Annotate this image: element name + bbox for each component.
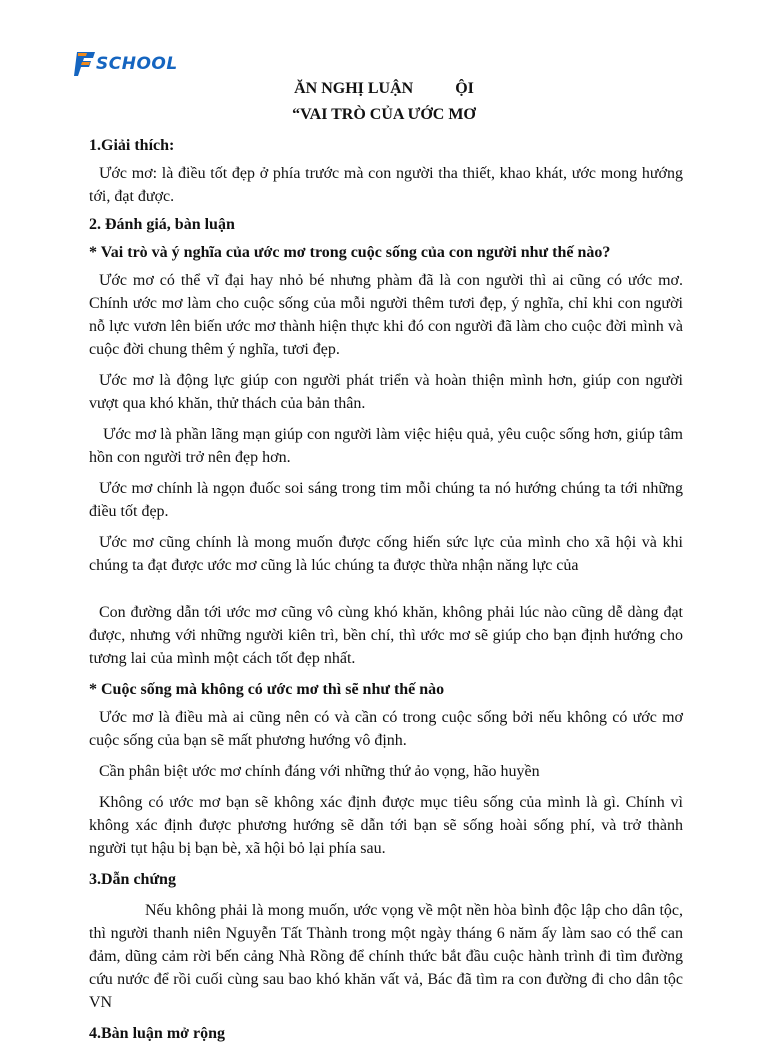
paragraph: Ước mơ: là điều tốt đẹp ở phía trước mà con người tha thiết, khao khát, ước mong hướng tới, đạt được.	[89, 165, 683, 205]
title-part-a: ĂN NGHỊ LUẬN	[294, 80, 414, 97]
title-part-b: ỘI	[455, 80, 474, 97]
brand-logo	[74, 48, 178, 80]
f-logo-icon	[74, 50, 96, 78]
paragraph: Không có ước mơ bạn sẽ không xác định được mục tiêu sống của mình là gì. Chính vì không xác định được phương hướng sẽ dẫn tới bạn sẽ sống hoài sống phí, và trở thành người tụt hậu bị bạn bè, xã hội bỏ lại phía sau.	[89, 794, 683, 857]
paragraph: Ước mơ là phần lãng mạn giúp con người làm việc hiệu quả, yêu cuộc sống hơn, giúp tâm hồn con người trở nên đẹp hơn.	[89, 426, 683, 466]
paragraph: Con đường dẫn tới ước mơ cũng vô cùng khó khăn, không phải lúc nào cũng dễ dàng đạt được, nhưng với những người kiên trì, bền chí, thì ước mơ sẽ giúp cho bạn định hướng cho tương lai của mình một cách tốt đẹp nhất.	[89, 604, 683, 667]
section-4-heading: 4.Bàn luận mở rộng	[89, 1025, 225, 1042]
paragraph: Ước mơ là động lực giúp con người phát triển và hoàn thiện mình hơn, giúp con người vượt qua khó khăn, thử thách của bản thân.	[89, 372, 683, 412]
subheading-without-dreams: * Cuộc sống mà không có ước mơ thì sẽ như thế nào	[89, 681, 445, 698]
paragraph: Ước mơ có thể vĩ đại hay nhỏ bé nhưng phàm đã là con người thì ai cũng có ước mơ. Chính ước mơ làm cho cuộc sống của mỗi người thêm tươi đẹp, ý nghĩa, chỉ khi con người nỗ lực vươn lên biến ước mơ thành hiện thực khi đó con người đã làm cho cuộc đời mình và cuộc đời chung thêm ý nghĩa, tươi đẹp.	[89, 272, 683, 358]
paragraph: Ước mơ cũng chính là mong muốn được cống hiến sức lực của mình cho xã hội và khi chúng ta đạt được ước mơ cũng là lúc chúng ta được thừa nhận năng lực của	[89, 534, 683, 574]
document-body	[89, 134, 683, 1045]
paragraph: Ước mơ chính là ngọn đuốc soi sáng trong tim mỗi chúng ta nó hướng chúng ta tới những điều tốt đẹp.	[89, 480, 683, 520]
paragraph: Nếu không phải là mong muốn, ước vọng về một nền hòa bình độc lập cho dân tộc, thì người thanh niên Nguyễn Tất Thành trong một ngày tháng 6 năm ấy làm sao có thể can đảm, dũng cảm rời bến cảng Nhà Rồng để chính thức bắt đầu cuộc hành trình đi tìm đường cứu nước để rồi cuối cùng sau bao khó khăn vất vả, Bác đã tìm ra con đường đi cho dân tộc VN	[89, 902, 683, 1011]
page-title-line2: “VAI TRÒ CỦA ƯỚC MƠ	[292, 106, 476, 123]
paragraph: Cần phân biệt ước mơ chính đáng với những thứ ảo vọng, hão huyền	[99, 763, 540, 780]
section-3-heading: 3.Dẫn chứng	[89, 871, 176, 888]
paragraph: Ước mơ là điều mà ai cũng nên có và cần có trong cuộc sống bởi nếu không có ước mơ cuộc sống của bạn sẽ mất phương hướng vô định.	[89, 709, 683, 749]
section-2-heading: 2. Đánh giá, bàn luận	[89, 216, 235, 233]
subheading-role: * Vai trò và ý nghĩa của ước mơ trong cuộc sống của con người như thế nào?	[89, 244, 611, 261]
page-title-line1	[0, 80, 768, 98]
logo-text: SCHOOL	[96, 54, 178, 74]
section-1-heading: 1.Giải thích:	[89, 137, 175, 154]
